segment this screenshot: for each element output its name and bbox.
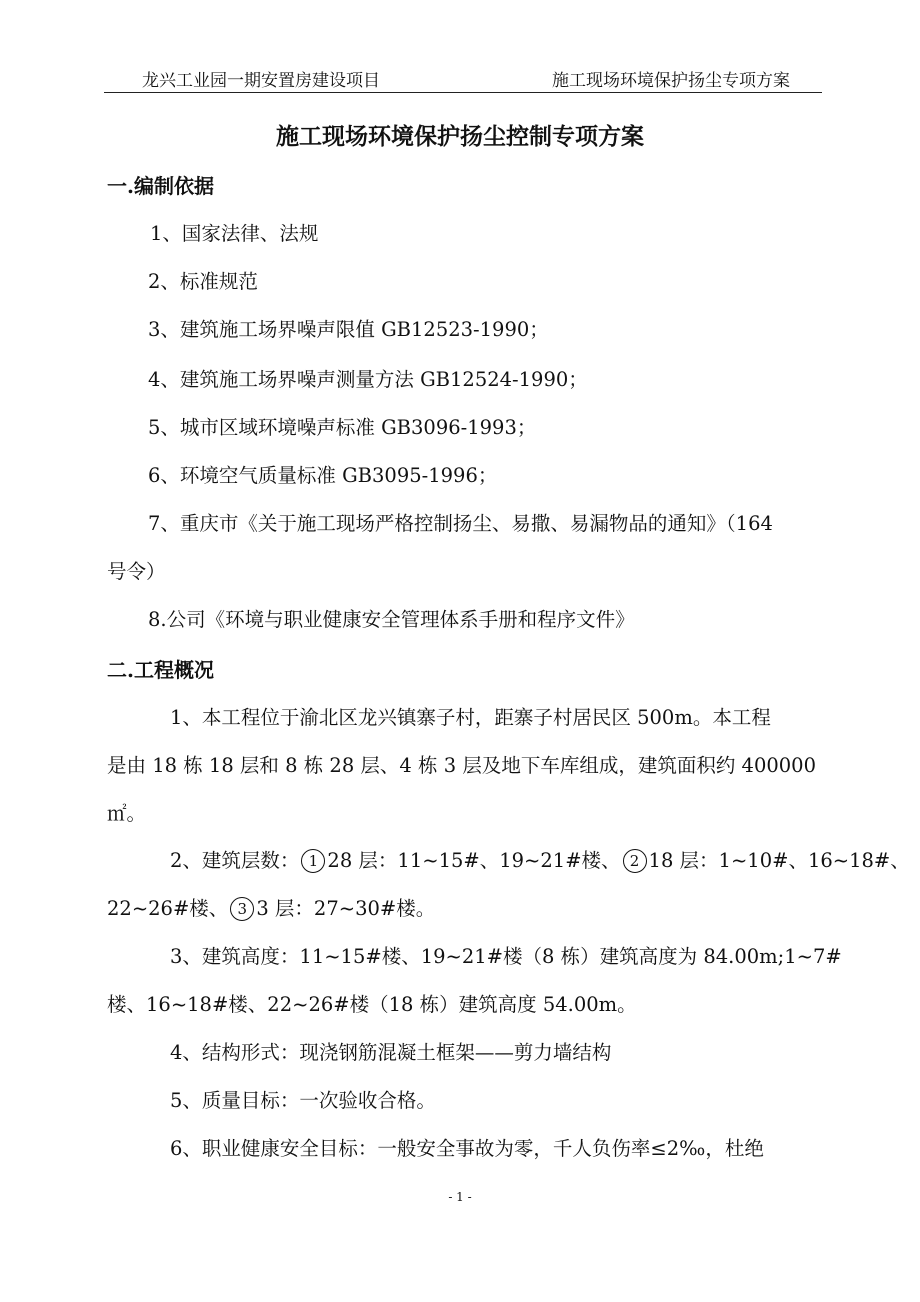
overview-p6: 6、职业健康安全目标：一般安全事故为零，千人负伤率≤2‰，杜绝 (170, 1137, 764, 1160)
overview-p2-line-1 (170, 845, 910, 873)
basis-item-8: 8.公司《环境与职业健康安全管理体系手册和程序文件》 (148, 608, 635, 631)
basis-item-7-line-2: 号令） (107, 560, 166, 583)
overview-p1-line-2: 是由 18 栋 18 层和 8 栋 28 层、4 栋 3 层及地下车库组成，建筑面积约 400000 (107, 754, 816, 777)
circled-number-2: 2 (623, 849, 647, 873)
section-heading-overview: 二.工程概况 (107, 658, 214, 682)
basis-item-1: 1、国家法律、法规 (150, 222, 319, 245)
header-project-name: 龙兴工业园一期安置房建设项目 (142, 71, 380, 91)
overview-p4: 4、结构形式：现浇钢筋混凝土框架——剪力墙结构 (170, 1041, 612, 1064)
overview-p2-line-2 (107, 893, 435, 921)
floors-group-2: 18 层：1~10#、16~18#、 (648, 849, 910, 872)
floors-group-1: 28 层：11~15#、19~21#楼、 (327, 849, 621, 872)
basis-item-2: 2、标准规范 (148, 270, 258, 293)
overview-p1-line-3: ㎡。 (107, 802, 147, 825)
overview-p3-line-1: 3、建筑高度：11~15#楼、19~21#楼（8 栋）建筑高度为 84.00m;1~7# (170, 945, 842, 968)
overview-p5: 5、质量目标：一次验收合格。 (170, 1089, 436, 1112)
basis-item-6: 6、环境空气质量标准 GB3095-1996； (148, 464, 498, 487)
circled-number-1: 1 (301, 849, 325, 873)
section-heading-basis: 一.编制依据 (107, 174, 214, 198)
floors-group-2-cont: 22~26#楼、 (107, 897, 229, 920)
floors-group-3: 3 层：27~30#楼。 (256, 897, 436, 920)
overview-p1-line-1: 1、本工程位于渝北区龙兴镇寨子村，距寨子村居民区 500m。本工程 (170, 706, 771, 729)
basis-item-5: 5、城市区域环境噪声标准 GB3096-1993； (148, 416, 537, 439)
page-number: - 1 - (448, 1190, 472, 1204)
basis-item-3: 3、建筑施工场界噪声限值 GB12523-1990； (148, 318, 549, 341)
floors-label: 2、建筑层数： (170, 849, 300, 872)
document-title: 施工现场环境保护扬尘控制专项方案 (276, 123, 644, 150)
header-document-name: 施工现场环境保护扬尘专项方案 (552, 71, 790, 91)
page-header (104, 64, 822, 93)
overview-p3-line-2: 楼、16~18#楼、22~26#楼（18 栋）建筑高度 54.00m。 (107, 993, 637, 1016)
basis-item-7-line-1: 7、重庆市《关于施工现场严格控制扬尘、易撒、易漏物品的通知》（164 (148, 512, 773, 535)
basis-item-4: 4、建筑施工场界噪声测量方法 GB12524-1990； (148, 368, 588, 391)
circled-number-3: 3 (230, 897, 254, 921)
